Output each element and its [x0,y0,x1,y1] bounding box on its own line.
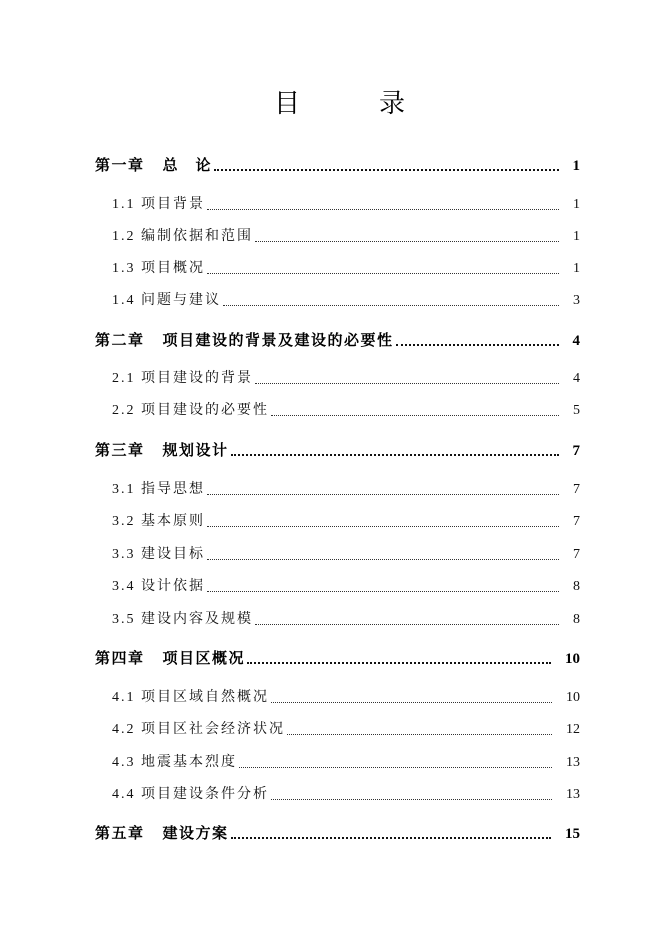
page-number: 7 [573,547,580,562]
toc-entry-3-1 [112,480,580,500]
dot-leader [207,209,559,210]
entry-label: 3.2 基本原则 [112,514,205,529]
chapter-title: 建设方案 [162,826,229,842]
page-number: 1 [573,197,580,212]
toc-title-char-1: 目 [274,89,301,118]
dot-leader [207,591,559,592]
toc-entry-1-1 [112,195,580,215]
toc-entry-4-2 [112,720,580,740]
page-number: 8 [573,579,580,594]
entry-label: 1.2 编制依据和范围 [112,229,253,244]
page-number: 8 [573,612,580,627]
dot-leader [287,734,552,735]
page-number: 1 [572,158,580,174]
chapter-title: 规划设计 [162,443,229,459]
page-number: 7 [572,443,580,459]
page-number: 15 [565,826,580,842]
chapter-number: 第五章 [95,826,145,842]
dot-leader [207,559,559,560]
dot-leader [255,241,559,242]
page-number: 13 [566,755,580,770]
dot-leader [271,799,552,800]
entry-label: 1.3 项目概况 [112,261,205,276]
dot-leader [223,305,559,306]
toc-chapter-2 [95,331,580,351]
page-number: 4 [573,371,580,386]
page-number: 10 [566,690,580,705]
chapter-title: 项目区概况 [162,651,246,667]
dot-leader [239,767,552,768]
toc-entry-3-2 [112,512,580,532]
dot-leader [231,837,551,839]
toc-entry-3-5 [112,610,580,630]
entry-label: 4.1 项目区域自然概况 [112,690,269,705]
dot-leader [271,415,559,416]
dot-leader [271,702,552,703]
entry-label: 4.2 项目区社会经济状况 [112,722,285,737]
toc-title-char-2: 录 [379,89,406,118]
chapter-number: 第四章 [95,651,145,667]
entry-label: 4.4 项目建设条件分析 [112,787,269,802]
page-number: 5 [573,403,580,418]
page-number: 13 [566,787,580,802]
toc-entry-3-4 [112,577,580,597]
chapter-number: 第一章 [95,158,145,174]
dot-leader [207,526,559,527]
toc-entry-2-1 [112,369,580,389]
dot-leader [255,383,559,384]
page-number: 10 [565,651,580,667]
dot-leader [214,169,558,171]
page-number: 12 [566,722,580,737]
page-number: 7 [573,514,580,529]
entry-label: 1.1 项目背景 [112,197,205,212]
toc-entry-4-3 [112,753,580,773]
chapter-title: 总 论 [162,158,213,174]
page-number: 7 [573,482,580,497]
toc-chapter-1 [95,156,580,176]
dot-leader [396,344,559,346]
page-number: 1 [573,261,580,276]
toc-entry-4-4 [112,785,580,805]
toc-chapter-5 [95,824,580,844]
toc-entry-1-2 [112,227,580,247]
entry-label: 3.1 指导思想 [112,482,205,497]
dot-leader [207,273,559,274]
entry-label: 2.2 项目建设的必要性 [112,403,269,418]
entry-label: 3.5 建设内容及规模 [112,612,253,627]
toc-entry-4-1 [112,688,580,708]
dot-leader [255,624,559,625]
entry-label: 2.1 项目建设的背景 [112,371,253,386]
chapter-title: 项目建设的背景及建设的必要性 [162,333,394,349]
dot-leader [231,454,559,456]
toc-entry-1-4 [112,291,580,311]
page-number: 3 [573,293,580,308]
dot-leader [247,662,551,664]
entry-label: 4.3 地震基本烈度 [112,755,237,770]
page-number: 1 [573,229,580,244]
toc-entry-3-3 [112,545,580,565]
chapter-number: 第二章 [95,333,145,349]
toc-chapter-3 [95,441,580,461]
toc-entry-1-3 [112,259,580,279]
entry-label: 3.3 建设目标 [112,547,205,562]
toc-entry-2-2 [112,401,580,421]
entry-label: 1.4 问题与建议 [112,293,221,308]
dot-leader [207,494,559,495]
toc-chapter-4 [95,649,580,669]
entry-label: 3.4 设计依据 [112,579,205,594]
chapter-number: 第三章 [95,443,145,459]
page-number: 4 [572,333,580,349]
